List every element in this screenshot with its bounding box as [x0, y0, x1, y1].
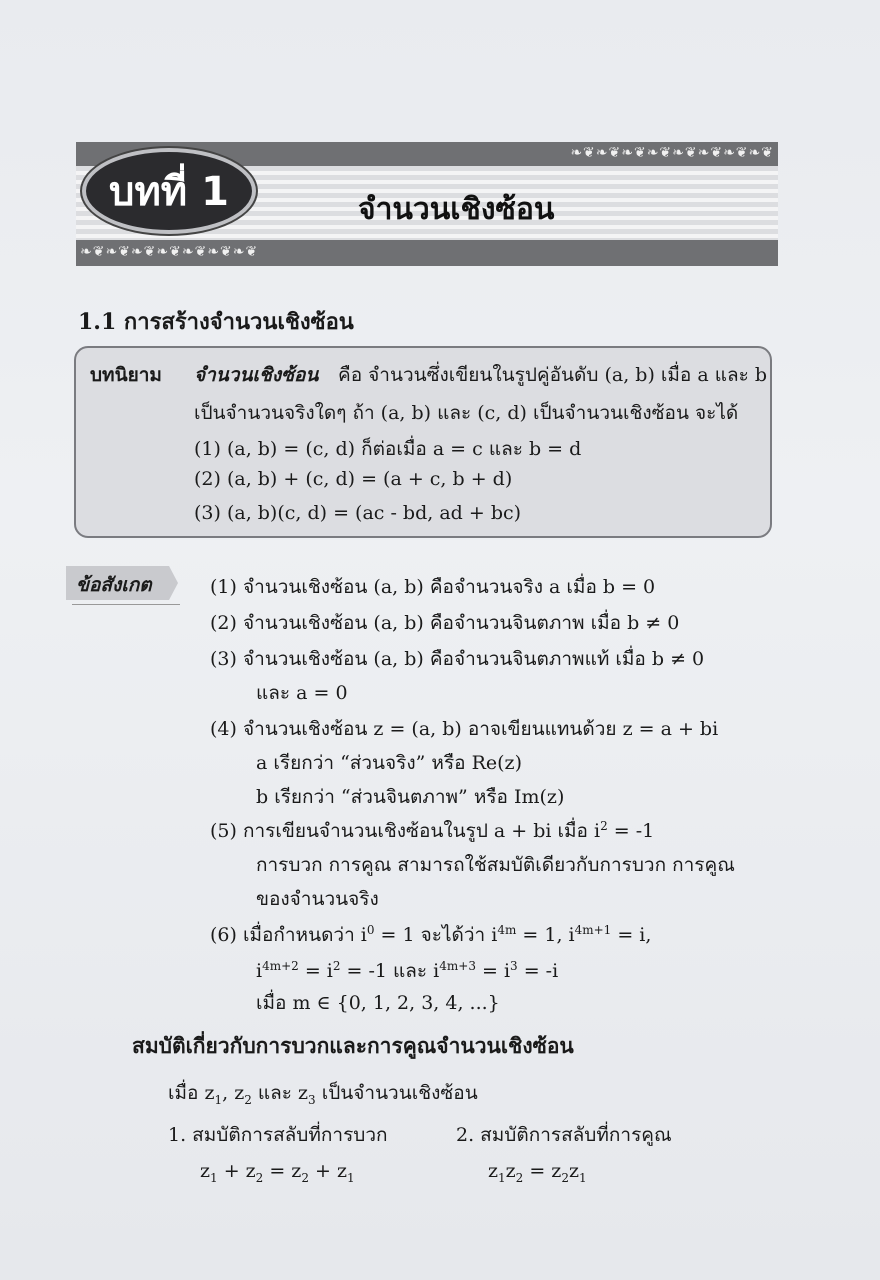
leaf-ornament-icon: ❧❦❧❦❧❦❧❦❧❦❧❦❧❦: [80, 244, 259, 260]
remark-line: (3) จำนวนเชิงซ้อน (a, b) คือจำนวนจินตภาพแท้ เมื่อ b ≠ 0: [210, 648, 705, 670]
remark-line-5: (5) การเขียนจำนวนเชิงซ้อนในรูป a + bi เมื่อ $i^2 = -1$: [210, 819, 655, 842]
chapter-title: จำนวนเชิงซ้อน: [358, 192, 555, 227]
remark-label: ข้อสังเกต: [76, 574, 152, 596]
property-formula: $z_1z_2 = z_2z_1$: [488, 1160, 587, 1185]
definition-item: (3) (a, b)(c, d) = (ac - bd, ad + bc): [194, 502, 522, 524]
banner-bottom-band: [76, 240, 778, 266]
remark-line-6b: $i^{4m+2} = i^2 = -1$ และ $i^{4m+3} = i^3 = -i$: [256, 959, 559, 982]
remark-line: (1) จำนวนเชิงซ้อน (a, b) คือจำนวนจริง a เมื่อ b = 0: [210, 576, 656, 598]
remark-line: (2) จำนวนเชิงซ้อน (a, b) คือจำนวนจินตภาพ เมื่อ b ≠ 0: [210, 612, 680, 634]
remark-line: เมื่อ m ∈ {0, 1, 2, 3, 4, ...}: [256, 992, 500, 1014]
leaf-ornament-icon: ❧❦❧❦❧❦❧❦❧❦❧❦❧❦❧❦: [570, 145, 774, 161]
properties-heading: สมบัติเกี่ยวกับการบวกและการคูณจำนวนเชิงซ้อน: [132, 1034, 574, 1058]
definition-item: (2) (a, b) + (c, d) = (a + c, b + d): [194, 468, 513, 490]
definition-term: จำนวนเชิงซ้อน: [194, 364, 319, 386]
definition-line: คือ จำนวนซึ่งเขียนในรูปคู่อันดับ (a, b) เมื่อ a และ b: [338, 364, 768, 386]
definition-item: (1) (a, b) = (c, d) ก็ต่อเมื่อ a = c และ b = d: [194, 438, 582, 460]
chapter-label: บทที่ 1: [82, 148, 256, 234]
property-item: 1. สมบัติการสลับที่การบวก: [168, 1124, 388, 1146]
section-heading: 1.1 การสร้างจำนวนเชิงซ้อน: [78, 309, 354, 335]
definition-label: บทนิยาม: [90, 364, 162, 386]
remark-line: a เรียกว่า “ส่วนจริง” หรือ Re(z): [256, 752, 522, 774]
remark-line: b เรียกว่า “ส่วนจินตภาพ” หรือ Im(z): [256, 786, 565, 808]
chapter-banner: [76, 142, 778, 266]
properties-intro: เมื่อ $z_1$, $z_2$ และ $z_3$ เป็นจำนวนเชิงซ้อน: [168, 1082, 478, 1107]
definition-line: เป็นจำนวนจริงใดๆ ถ้า (a, b) และ (c, d) เป็นจำนวนเชิงซ้อน จะได้: [194, 402, 739, 424]
remark-line: และ a = 0: [256, 682, 348, 704]
property-item: 2. สมบัติการสลับที่การคูณ: [456, 1124, 672, 1146]
remark-line: การบวก การคูณ สามารถใช้สมบัติเดียวกับการบวก การคูณ: [256, 854, 735, 876]
remark-underline: [72, 604, 180, 605]
remark-line: ของจำนวนจริง: [256, 888, 379, 910]
remark-line: (4) จำนวนเชิงซ้อน z = (a, b) อาจเขียนแทนด้วย z = a + bi: [210, 718, 719, 740]
property-formula: $z_1 + z_2 = z_2 + z_1$: [200, 1160, 355, 1185]
remark-line-6: (6) เมื่อกำหนดว่า $i^0 = 1$ จะได้ว่า $i^{4m} = 1$, $i^{4m+1} = i$,: [210, 923, 652, 946]
